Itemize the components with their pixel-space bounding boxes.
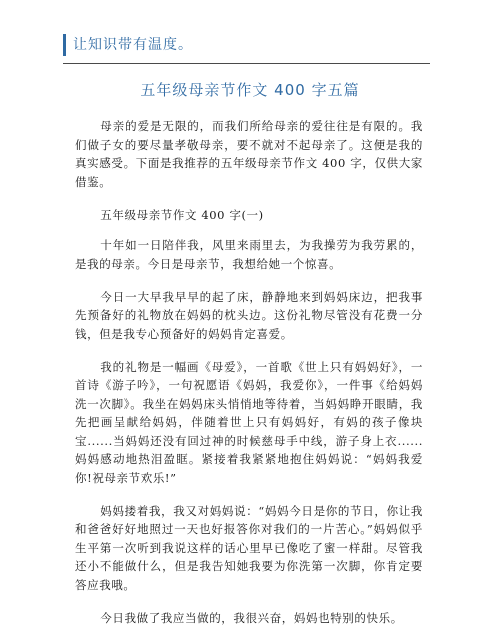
header-slogan: 让知识带有温度。 xyxy=(73,37,193,53)
paragraph: 今日我做了我应当做的，我很兴奋，妈妈也特别的快乐。 xyxy=(100,610,403,625)
paragraph: 今日一大早我早早的起了床，静静地来到妈妈床边，把我事先预备好的礼物放在妈妈的枕头边。这份礼物尽管没有花费一分钱，但是我专心预备好的妈妈肯定喜爱。 xyxy=(75,289,423,341)
paragraph: 十年如一日陪伴我，风里来雨里去，为我操劳为我劳累的，是我的母亲。今日是母亲节，我想给她一个惊喜。 xyxy=(75,238,423,271)
paragraph: 妈妈搂着我，我又对妈妈说：“妈妈今日是你的节日，你让我和爸爸好好地照过一天也好报答你对我们的一片苦心。”妈妈似乎生平第一次听到我说这样的话心里早已像吃了蜜一样甜。尽管我还小不能做什么，但是我告知她我要为你洗第一次脚，你肯定要答应我哦。 xyxy=(75,503,423,592)
paragraph: 我的礼物是一幅画《母爱》，一首歌《世上只有妈妈好》，一首诗《游子吟》，一句祝愿语《妈妈，我爱你》，一件事《给妈妈洗一次脚》。我坐在妈妈床头悄悄地等待着，当妈妈睁开眼睛，我先把画呈献给妈妈，伴随着世上只有妈妈好，有妈的孩子像块宝......当妈妈还没有回过神的时候慈母手中线，游子身上衣......妈妈感动地热泪盈眶。紧接着我紧紧地抱住妈妈说：“妈妈我爱你!祝母亲节欢乐!” xyxy=(75,359,423,485)
document-body xyxy=(75,117,423,642)
section-heading: 五年级母亲节作文 400 字(一) xyxy=(100,207,264,222)
document-title: 五年级母亲节作文 400 字五篇 xyxy=(140,81,360,99)
header-divider xyxy=(63,63,430,64)
header-accent-bar xyxy=(63,34,66,56)
paragraph-intro: 母亲的爱是无限的，而我们所给母亲的爱往往是有限的。我们做子女的要尽量孝敬母亲，要不就对不起母亲了。这便是我的真实感受。下面是我推荐的五年级母亲节作文 400 字，仅供大家借鉴。 xyxy=(75,119,423,189)
